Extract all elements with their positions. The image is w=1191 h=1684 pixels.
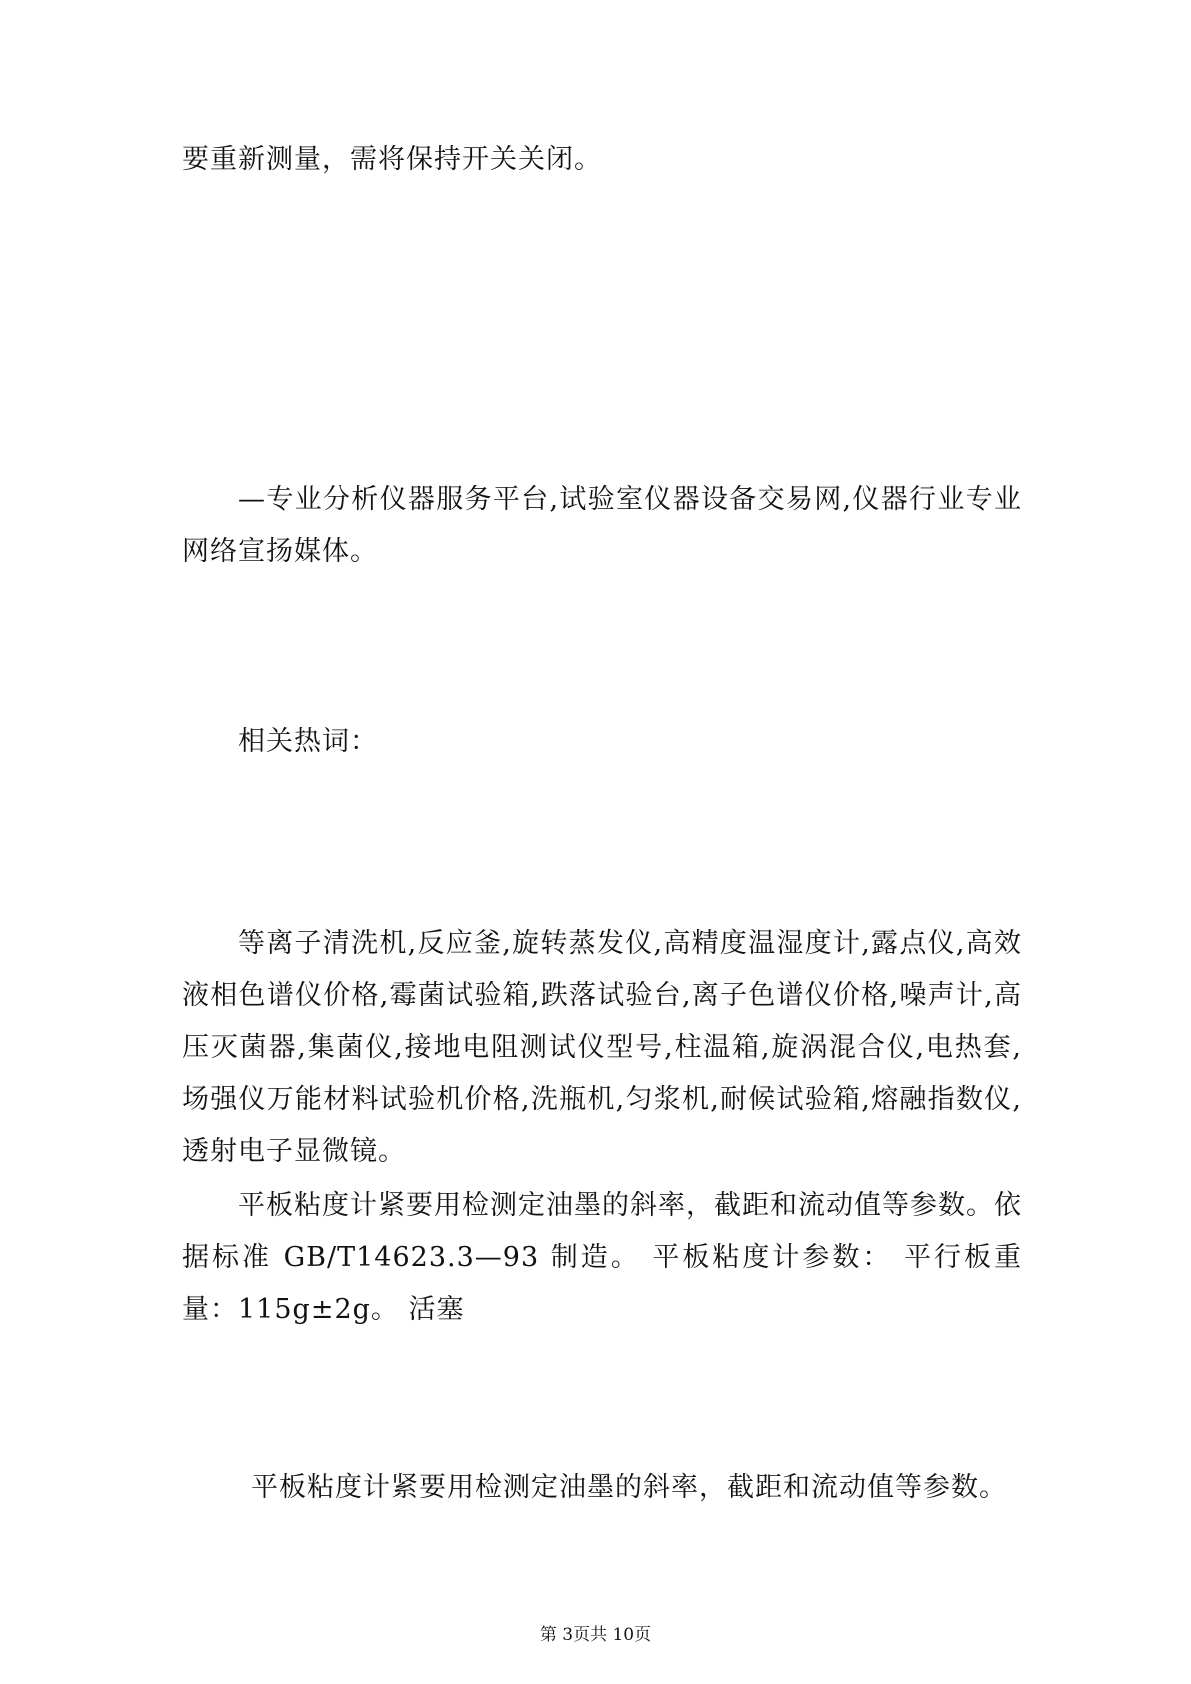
page-number-footer: 第 3页共 10页 bbox=[539, 1625, 652, 1645]
paragraph-platform-description: —专业分析仪器服务平台,试验室仪器设备交易网,仪器行业专业网络宣扬媒体。 bbox=[182, 484, 1022, 567]
paragraph-viscometer-parameters: 平板粘度计紧要用检测定油墨的斜率，截距和流动值等参数。依据标准 GB/T14623.3—93 制造。 平板粘度计参数： 平行板重量：115g±2g。 活塞 bbox=[182, 1190, 1022, 1325]
paragraph-viscometer-summary: 平板粘度计紧要用检测定油墨的斜率，截距和流动值等参数。 bbox=[251, 1472, 1007, 1503]
paragraph-related-keywords-heading: 相关热词： bbox=[238, 726, 378, 757]
paragraph-continuation: 要重新测量，需将保持开关关闭。 bbox=[182, 144, 602, 175]
paragraph-related-keywords-list: 等离子清洗机,反应釜,旋转蒸发仪,高精度温湿度计,露点仪,高效液相色谱仪价格,霉菌试验箱,跌落试验台,离子色谱仪价格,噪声计,高压灭菌器,集菌仪,接地电阻测试仪型号,柱温箱,旋涡混合仪,电热套,场强仪万能材料试验机价格,洗瓶机,匀浆机,耐候试验箱,熔融指数仪,透射电子显微镜。 bbox=[182, 928, 1022, 1167]
